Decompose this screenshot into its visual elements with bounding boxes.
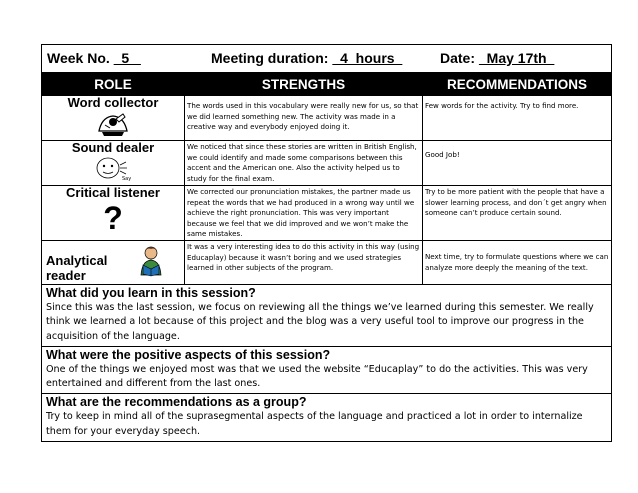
header-recommendations: RECOMMENDATIONS	[447, 77, 587, 92]
role-cell	[42, 186, 185, 240]
question-title: What did you learn in this session?	[46, 286, 256, 300]
strength-cell: We noticed that since these stories are written in British English, we could identify and made some comparisons between this accent and the American one. Also the activity helped us to study for the final exam.	[185, 141, 423, 185]
table-row	[42, 185, 611, 240]
meeting-duration: Meeting duration: 4 hours	[211, 50, 403, 66]
role-title: Critical listener	[66, 185, 160, 200]
positive-aspects-question	[42, 346, 611, 394]
role-cell	[42, 96, 185, 140]
report-sheet	[41, 44, 612, 442]
recommendation-cell: Next time, try to formulate questions where we can analyze more deeply the meaning of the text.	[425, 252, 609, 272]
table-row	[42, 240, 611, 284]
strength-cell: We corrected our pronunciation mistakes, the partner made us repeat the words that we had produced in a wrong way until we achieve the right pronunciation. This was very important because we feel that we did improved and we won’t make the same mistakes.	[185, 186, 423, 240]
recommendation-cell: Good Job!	[425, 150, 460, 159]
strength-cell: It was a very interesting idea to do this activity in this way (using Educaplay) because it wasn’t boring and we used strategies learned in other subjects of the program.	[185, 241, 423, 284]
week-value: 5	[113, 50, 141, 66]
recommendation-cell: Try to be more patient with the people that have a slower learning process, and don´t get angry when someone can’t produce certain sound.	[425, 187, 607, 218]
table-row	[42, 140, 611, 185]
recommendation-cell: Few words for the activity. Try to find more.	[425, 101, 579, 110]
table-header	[42, 73, 611, 96]
question-title: What are the recommendations as a group?	[46, 395, 307, 410]
meeting-date: Date: May 17th	[440, 50, 555, 66]
question-title: What were the positive aspects of this session?	[46, 347, 331, 362]
date-value: May 17th	[478, 50, 555, 66]
table-row	[42, 96, 611, 140]
group-recommendations-question	[42, 393, 611, 441]
role-cell	[42, 141, 185, 185]
header-strengths: STRENGTHS	[185, 73, 423, 96]
question-answer: One of the things we enjoyed most was that we used the website “Educaplay” to do the activities. This was very entertained and different from the last ones.	[46, 363, 588, 390]
role-cell	[42, 241, 185, 284]
role-title: Sound dealer	[71, 140, 155, 155]
sound-dealer-icon	[42, 156, 184, 182]
question-mark-icon: ?	[103, 200, 123, 236]
learned-question	[42, 284, 611, 346]
question-answer: Try to keep in mind all of the suprasegmental aspects of the language and practiced a lot in order to internalize them for your everyday speech.	[46, 411, 583, 437]
role-title: Analytical reader	[46, 253, 108, 283]
strength-cell: The words used in this vocabulary were really new for us, so that we did learned something new. The activity was made in a creative way and everybody enjoyed doing it.	[185, 96, 423, 140]
duration-value: 4 hours	[332, 50, 403, 66]
meeting-info-row	[42, 45, 611, 73]
header-role: ROLE	[42, 73, 185, 96]
reader-icon	[136, 245, 166, 282]
week-number: Week No. 5	[47, 50, 141, 66]
role-title: Word collector	[67, 95, 159, 110]
word-collector-icon	[42, 111, 184, 137]
svg-text:Say: Say	[122, 176, 132, 182]
question-answer: Since this was the last session, we focus on reviewing all the things we’ve learned during this semester. We really think we learned a lot because of this project and the blog was a very useful tool to improve our progress in the acquisition of the language.	[46, 302, 594, 342]
